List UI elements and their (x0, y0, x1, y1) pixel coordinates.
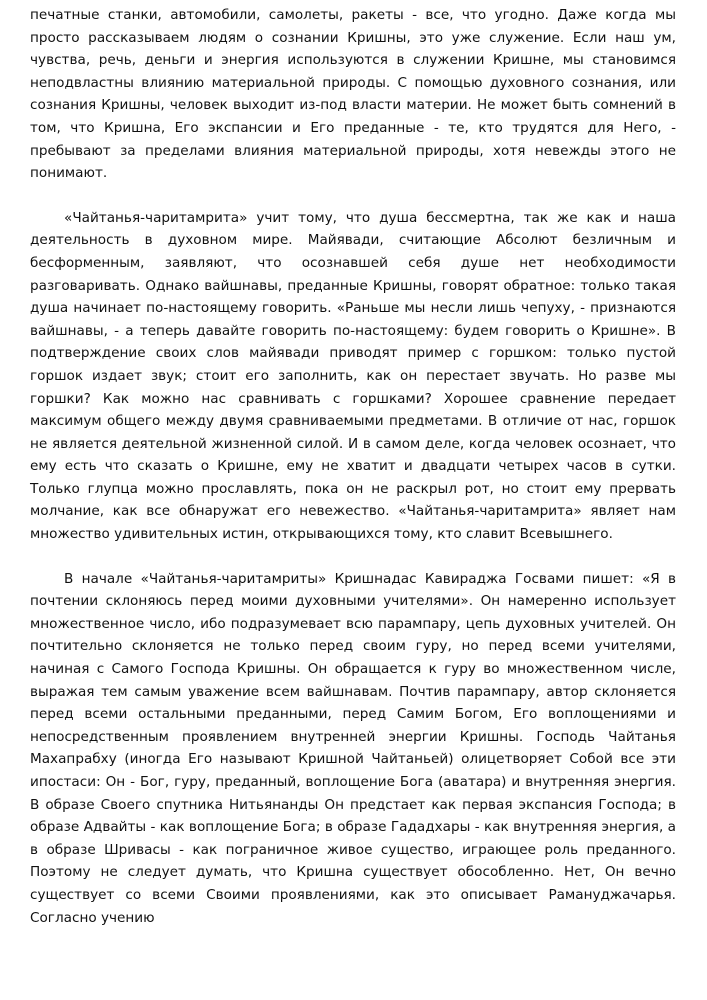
document-page (30, 4, 676, 929)
paragraph-3: В начале «Чайтанья-чаритамриты» Кришнадас Кавираджа Госвами пишет: «Я в почтении склоняюсь перед моими духовными учителями». Он намеренно использует множественное число, ибо подразумевает всю парампару, цепь духовных учителей. Он почтительно склоняется не только перед своим гуру, но перед всеми учителями, начиная с Самого Господа Кришны. Он обращается к гуру во множественном числе, выражая тем самым уважение всем вайшнавам. Почтив парампару, автор склоняется перед всеми остальными преданными, перед Самим Богом, Его воплощениями и непосредственным проявлением внутренней энергии Кришны. Господь Чайтанья Махапрабху (иногда Его называют Кришной Чайтаньей) олицетворяет Собой все эти ипостаси: Он - Бог, гуру, преданный, воплощение Бога (аватара) и внутренняя энергия. В образе Своего спутника Нитьянанды Он предстает как первая экспансия Господа; в образе Адвайты - как воплощение Бога; в образе Гададхары - как внутренняя энергия, а в образе Шривасы - как пограничное живое существо, играющее роль преданного. Поэтому не следует думать, что Кришна существует обособленно. Нет, Он вечно существует со всеми Своими проявлениями, как это описывает Рамануджачарья. Согласно учению (30, 570, 676, 926)
paragraph-2: «Чайтанья-чаритамрита» учит тому, что душа бессмертна, так же как и наша деятельность в духовном мире. Майявади, считающие Абсолют безличным и бесформенным, заявляют, что осознавшей себя душе нет необходимости разговаривать. Однако вайшнавы, преданные Кришны, говорят обратное: только такая душа начинает по-настоящему говорить. «Раньше мы несли лишь чепуху, - признаются вайшнавы, - а теперь давайте говорить по-настоящему: будем говорить о Кришне». В подтверждение своих слов майявади приводят пример с горшком: только пустой горшок издает звук; стоит его заполнить, как он перестает звучать. Но разве мы горшки? Как можно нас сравнивать с горшками? Хорошее сравнение передает максимум общего между двумя сравниваемыми предметами. В отличие от нас, горшок не является деятельной жизненной силой. И в самом деле, когда человек осознает, что ему есть что сказать о Кришне, ему не хватит и двадцати четырех часов в сутки. Только глупца можно прославлять, пока он не раскрыл рот, но стоит ему прервать молчание, как все обнаружат его невежество. «Чайтанья-чаритамрита» являет нам множество удивительных истин, открывающихся тому, кто славит Всевышнего. (30, 209, 676, 543)
paragraph-gap (30, 546, 676, 568)
paragraph-1: печатные станки, автомобили, самолеты, ракеты - все, что угодно. Даже когда мы просто рассказываем людям о сознании Кришны, это уже служение. Если наш ум, чувства, речь, деньги и энергия используются в служении Кришне, мы становимся неподвластны влиянию материальной природы. С помощью духовного сознания, или сознания Кришны, человек выходит из-под власти материи. Не может быть сомнений в том, что Кришна, Его экспансии и Его преданные - те, кто трудятся для Него, - пребывают за пределами влияния материальной природы, хотя невежды этого не понимают. (30, 7, 676, 182)
paragraph-gap (30, 185, 676, 207)
